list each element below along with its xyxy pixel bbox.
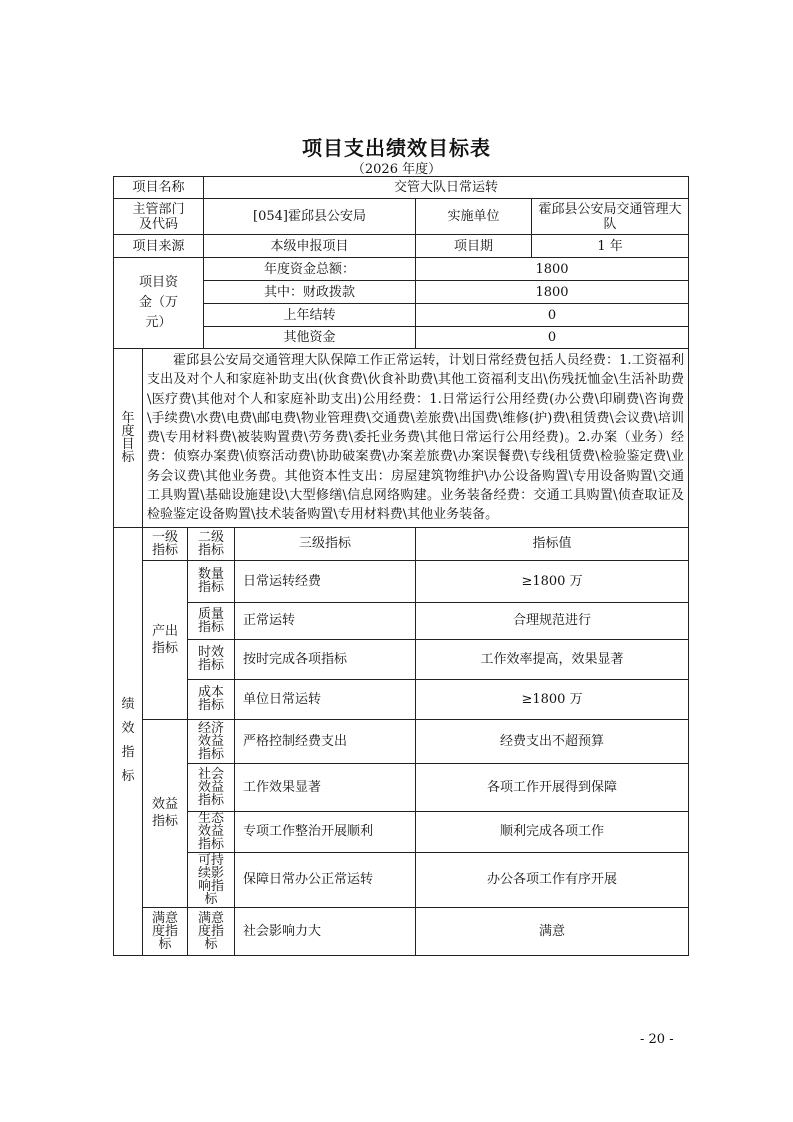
funds-row-value: 0 <box>416 304 689 327</box>
level2-cell: 时效指标 <box>188 639 235 679</box>
indicator-value: 办公各项工作有序开展 <box>416 852 689 907</box>
annual-goal-text: 霍邱县公安局交通管理大队保障工作正常运转，计划日常经费包括人员经费：1.工资福利支出及对个人和家庭补助支出(伙食费\伙食补助费\其他工资福利支出\伤残抚恤金\生活补助费\医疗费\其他对个人和家庭补助支出)公用经费：1.日常运行公用经费(办公费\印刷费\咨询费\手续费\水费\电费\邮电费\物业管理费\交通费\差旅费\出国费\维修(护)费\租赁费\会议费\培训费\专用材料费\被装购置费\劳务费\委托业务费\其他日常运行公用经费)。2.办案（业务）经费：侦察办案费\侦察活动费\协助破案费\办案差旅费\办案误餐费\专线租赁费\检验鉴定费\业务会议费\其他业务费。其他资本性支出：房屋建筑物维护\办公设备购置\专用设备购置\交通工具购置\基础设施建设\大型修缮\信息网络购建。业务装备经费：交通工具购置\侦查取证及检验鉴定设备购置\技术装备购置\专用材料费\其他业务装备。 <box>143 349 689 528</box>
indicator-value: 合理规范进行 <box>416 602 689 639</box>
indicator-value: 工作效率提高，效果显著 <box>416 639 689 679</box>
level2-cell: 数量指标 <box>188 560 235 602</box>
indicator-value: 经费支出不超预算 <box>416 719 689 763</box>
level3-cell: 单位日常运转 <box>235 679 416 719</box>
impl-unit-value: 霍邱县公安局交通管理大队 <box>532 199 689 235</box>
period-label: 项目期 <box>416 235 532 258</box>
funds-row-label: 其中：财政拨款 <box>204 281 416 304</box>
indicator-value: ≥1800 万 <box>416 679 689 719</box>
indicator-value: 满意 <box>416 907 689 955</box>
dept-value: [054]霍邱县公安局 <box>204 199 416 235</box>
funds-row-value: 1800 <box>416 258 689 281</box>
indicator-value: 顺利完成各项工作 <box>416 811 689 852</box>
annual-goal-label: 年度目标 <box>114 349 143 528</box>
impl-unit-label: 实施单位 <box>416 199 532 235</box>
level1-satisfaction: 满意度指标 <box>143 907 188 955</box>
level2-cell: 经济效益指标 <box>188 719 235 763</box>
funds-row-label: 年度资金总额： <box>204 258 416 281</box>
funds-row-label: 上年结转 <box>204 304 416 327</box>
page-number: - 20 - <box>640 1032 674 1047</box>
source-value: 本级申报项目 <box>204 235 416 258</box>
page-subtitle: （2026 年度） <box>351 162 442 177</box>
level3-cell: 正常运转 <box>235 602 416 639</box>
level3-cell: 保障日常办公正常运转 <box>235 852 416 907</box>
page-title: 项目支出绩效目标表 <box>302 136 491 160</box>
header-level2: 二级指标 <box>188 527 235 560</box>
period-value: 1 年 <box>532 235 689 258</box>
funds-row-value: 0 <box>416 327 689 349</box>
level3-cell: 工作效果显著 <box>235 763 416 811</box>
level3-cell: 社会影响力大 <box>235 907 416 955</box>
funds-row-label: 其他资金 <box>204 327 416 349</box>
level2-cell: 质量指标 <box>188 602 235 639</box>
level1-output: 产出指标 <box>143 560 188 719</box>
level2-cell: 满意度指标 <box>188 907 235 955</box>
header-level1: 一级指标 <box>143 527 188 560</box>
indicator-value: 各项工作开展得到保障 <box>416 763 689 811</box>
level1-benefit: 效益指标 <box>143 719 188 907</box>
header-level3: 三级指标 <box>235 527 416 560</box>
performance-goal-table <box>113 176 689 956</box>
project-name-label: 项目名称 <box>114 177 204 199</box>
funds-row-value: 1800 <box>416 281 689 304</box>
level3-cell: 日常运转经费 <box>235 560 416 602</box>
indicator-value: ≥1800 万 <box>416 560 689 602</box>
level3-cell: 专项工作整治开展顺利 <box>235 811 416 852</box>
level3-cell: 按时完成各项指标 <box>235 639 416 679</box>
project-name-value: 交管大队日常运转 <box>204 177 689 199</box>
level2-cell: 社会效益指标 <box>188 763 235 811</box>
level2-cell: 成本指标 <box>188 679 235 719</box>
funds-label: 项目资金（万元） <box>114 258 204 349</box>
performance-label: 绩效指标 <box>114 527 143 955</box>
level3-cell: 严格控制经费支出 <box>235 719 416 763</box>
level2-cell: 可持续影响指标 <box>188 852 235 907</box>
dept-label: 主管部门及代码 <box>114 199 204 235</box>
header-value: 指标值 <box>416 527 689 560</box>
level2-cell: 生态效益指标 <box>188 811 235 852</box>
source-label: 项目来源 <box>114 235 204 258</box>
